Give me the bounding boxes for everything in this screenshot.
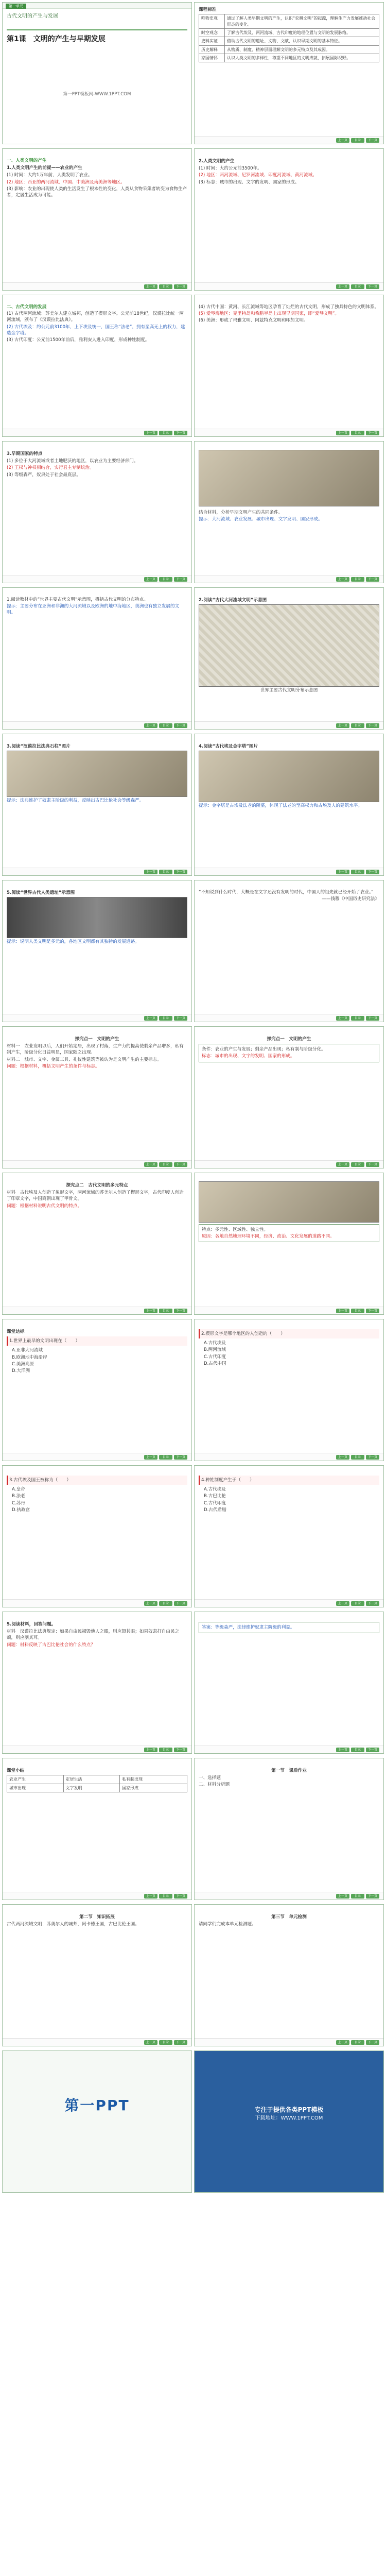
option-item[interactable]: B.古巴比伦 — [204, 1494, 226, 1499]
slide-25[interactable] — [2, 1758, 192, 1900]
material-text: 材料 古代埃及人创造了象形文字，两河流域的苏美尔人创造了楔形文字，古代印度人创造了印章文字，中国商朝出现了甲骨文。 — [7, 1190, 184, 1202]
body-text: 一、选择题 — [199, 1775, 221, 1781]
slide-7[interactable] — [2, 441, 192, 583]
option-item[interactable]: C.古代印度 — [204, 1500, 226, 1506]
option-item[interactable]: D.大洋洲 — [12, 1368, 30, 1374]
prev-button[interactable]: 上一页 — [144, 723, 157, 728]
body-text: 1.阅读教材中的“世界主要古代文明”示意图，概括古代文明的分布特点。 — [7, 597, 148, 602]
body-text: 提示：说明人类文明是多元的，各地区文明都有其独特的发展道路。 — [7, 939, 139, 945]
table-row — [7, 1784, 187, 1792]
slide-end-1[interactable] — [2, 2050, 192, 2193]
slide-image — [199, 450, 379, 506]
option-item[interactable]: D.执政官 — [12, 1507, 30, 1513]
body-text: (3) 标志：城市的出现、文字的发明、国家的形成。 — [199, 179, 300, 185]
body-text: (2) 王权与神权相结合，实行君主专制统治。 — [7, 465, 94, 471]
table-cell: 定居生活 — [63, 1775, 120, 1784]
body-text: 提示：法典维护了奴隶主阶级的利益，反映出古巴比伦社会等级森严。 — [7, 798, 144, 804]
prev-button[interactable]: 上一页 — [336, 1894, 349, 1899]
slide-image — [7, 751, 187, 797]
slide-footer — [3, 1160, 191, 1168]
goal-text: 通过了解人类早期文明的产生，认识“农耕文明”的起源，理解生产力发展推动社会形态的变化。 — [225, 14, 379, 29]
slide-footer — [195, 2038, 383, 2046]
table-row — [199, 37, 379, 45]
answer-box — [199, 1622, 379, 1633]
next-button[interactable]: 下一页 — [366, 1162, 379, 1167]
goals-table — [199, 14, 379, 62]
next-button[interactable]: 下一页 — [366, 138, 379, 143]
answer-text: 答案：等级森严，法律维护奴隶主阶级的利益。 — [202, 1625, 295, 1630]
prev-button[interactable]: 上一页 — [144, 1309, 157, 1313]
menu-button[interactable]: 目录 — [351, 723, 364, 728]
next-button[interactable]: 下一页 — [174, 1894, 187, 1899]
body-text: (6) 美洲：形成了玛雅文明、阿兹特克文明和印加文明。 — [199, 318, 308, 324]
material-text: 材料二 城市、文字、金属工具、礼仪性建筑等被认为是文明产生的主要标志。 — [7, 1057, 162, 1062]
menu-button[interactable]: 目录 — [351, 1309, 364, 1313]
options-list — [199, 1486, 379, 1513]
slide-title: 5.阅读材料，回答问题。 — [7, 1622, 56, 1627]
slide-cover[interactable] — [2, 2, 192, 144]
next-button[interactable]: 下一页 — [366, 431, 379, 435]
menu-button[interactable]: 目录 — [351, 431, 364, 435]
next-button[interactable]: 下一页 — [174, 1309, 187, 1313]
menu-button[interactable]: 目录 — [351, 284, 364, 289]
table-cell: 文字发明 — [63, 1784, 120, 1792]
menu-button[interactable]: 目录 — [159, 1601, 172, 1606]
menu-button[interactable]: 目录 — [159, 870, 172, 874]
slide-title: 5.阅读“世界古代人类遗址”示意图 — [7, 890, 75, 895]
slide-17[interactable] — [2, 1173, 192, 1315]
slide-footer — [195, 868, 383, 875]
slide-title: 课堂小结 — [7, 1768, 25, 1773]
prev-button[interactable]: 上一页 — [144, 431, 157, 435]
next-button[interactable]: 下一页 — [174, 431, 187, 435]
option-item[interactable]: D.古代中国 — [204, 1361, 226, 1366]
slide-footer — [195, 1453, 383, 1461]
prev-button[interactable]: 上一页 — [336, 870, 349, 874]
quote-source: ——钱穆《中国历史研究法》 — [322, 896, 379, 902]
slide-4[interactable] — [194, 148, 384, 291]
menu-button[interactable]: 目录 — [351, 1601, 364, 1606]
slide-footer — [3, 1745, 191, 1753]
options-list — [7, 1347, 187, 1374]
table-row — [199, 54, 379, 62]
slide-footer — [3, 868, 191, 875]
end-logo: 第一PPT — [64, 2097, 130, 2114]
prev-button[interactable]: 上一页 — [144, 2040, 157, 2045]
slide-8[interactable] — [194, 441, 384, 583]
goals-title: 课程标准 — [199, 7, 217, 12]
options-list — [7, 1486, 187, 1513]
prev-button[interactable]: 上一页 — [144, 1894, 157, 1899]
next-button[interactable]: 下一页 — [174, 577, 187, 582]
menu-button[interactable]: 目录 — [159, 1894, 172, 1899]
next-button[interactable]: 下一页 — [174, 1016, 187, 1021]
slide-footer — [3, 1307, 191, 1314]
answer-box — [199, 1224, 379, 1242]
slide-title: 第二节 知识拓展 — [79, 1914, 115, 1920]
prev-button[interactable]: 上一页 — [144, 1455, 157, 1460]
goal-head: 时空观念 — [199, 28, 225, 37]
table-row — [7, 1775, 187, 1784]
options-list — [199, 1340, 379, 1367]
answer-text: 标志：城市的出现、文字的发明、国家的形成。 — [202, 1054, 295, 1059]
body-text: (4) 古代中国：黄河、长江流域等地区孕育了灿烂的古代文明，形成了独具特色的文明体系。 — [199, 304, 379, 310]
menu-button[interactable]: 目录 — [351, 870, 364, 874]
material-text: 材料一 农业发明以后，人们开始定居，出现了村落，生产力的提高使剩余产品增多，私有制产生，阶级分化日益明显，国家随之出现。 — [7, 1044, 184, 1056]
slide-3[interactable] — [2, 148, 192, 291]
menu-button[interactable]: 目录 — [351, 1894, 364, 1899]
goal-text: 借助古代文明的遗址、文物、文献，认识早期文明的基本特征。 — [225, 37, 379, 45]
prev-button[interactable]: 上一页 — [336, 284, 349, 289]
prev-button[interactable]: 上一页 — [144, 1162, 157, 1167]
menu-button[interactable]: 目录 — [351, 1455, 364, 1460]
slide-row — [0, 1026, 386, 1168]
slide-19[interactable] — [2, 1319, 192, 1461]
body-text: (3) 等级森严，奴隶处于社会最底层。 — [7, 472, 81, 478]
prev-button[interactable]: 上一页 — [336, 138, 349, 143]
body-text: (2) 古代埃及：约公元前3100年，上下埃及统一，国王称“法老”，拥有至高无上的权力，建造金字塔。 — [7, 324, 185, 336]
body-text: 二、材料分析题 — [199, 1782, 230, 1788]
prev-button[interactable]: 上一页 — [144, 1748, 157, 1752]
body-text: 提示：金字塔是古埃及法老的陵墓，体现了法老的至高权力和古埃及人的建筑水平。 — [199, 803, 362, 809]
slide-18[interactable] — [194, 1173, 384, 1315]
site-line: 第一PPT模板网-WWW.1PPT.COM — [63, 92, 131, 97]
option-item[interactable]: A.亚非大河流域 — [12, 1348, 43, 1353]
next-button[interactable]: 下一页 — [174, 870, 187, 874]
slide-footer — [3, 2038, 191, 2046]
slide-title: 1.人类文明产生的前提——农业的产生 — [7, 165, 82, 171]
body-text: (1) 时间：大约1万年前，人类发明了农业。 — [7, 173, 93, 178]
slide-title: 课堂达标 — [7, 1329, 25, 1334]
slide-24[interactable] — [194, 1612, 384, 1754]
body-text: 提示：主要分布在亚洲和非洲的大河流域以及欧洲的地中海地区，美洲也有独立发展的文明。 — [7, 604, 180, 616]
unit-tag: 第一单元 — [6, 4, 26, 9]
prev-button[interactable]: 上一页 — [336, 723, 349, 728]
slide-row — [0, 2050, 386, 2193]
slide-row — [0, 880, 386, 1022]
slide-footer — [195, 1599, 383, 1607]
slide-14[interactable] — [194, 880, 384, 1022]
table-cell: 农业产生 — [7, 1775, 64, 1784]
next-button[interactable]: 下一页 — [366, 1894, 379, 1899]
slide-title: 4.阅读“古代埃及金字塔”图片 — [199, 744, 258, 749]
slide-row — [0, 1319, 386, 1461]
slide-title: 3.早期国家的特点 — [7, 451, 43, 456]
question-text: 问题：根据材料说明古代文明的特点。 — [7, 1203, 82, 1209]
body-text: 结合材料，分析早期文明产生的共同条件。 — [199, 510, 283, 515]
slide-footer — [3, 1599, 191, 1607]
slide-title: 2.阅读“古代大河流域文明”示意图 — [199, 598, 267, 603]
lesson-title: 第1课 文明的产生与早期发展 — [7, 35, 106, 44]
slide-6[interactable] — [194, 295, 384, 437]
summary-table — [7, 1775, 187, 1792]
goal-head: 家国情怀 — [199, 54, 225, 62]
next-button[interactable]: 下一页 — [366, 1748, 379, 1752]
next-button[interactable]: 下一页 — [174, 1162, 187, 1167]
prev-button[interactable]: 上一页 — [336, 1748, 349, 1752]
next-button[interactable]: 下一页 — [366, 1016, 379, 1021]
next-button[interactable]: 下一页 — [366, 1601, 379, 1606]
slide-footer — [3, 429, 191, 436]
option-item[interactable]: A.古代埃及 — [204, 1487, 226, 1493]
slide-footer — [195, 1892, 383, 1900]
prev-button[interactable]: 上一页 — [144, 577, 157, 582]
end-line: 下载地址：WWW.1PPT.COM — [255, 2115, 323, 2122]
table-row — [199, 45, 379, 54]
slide-footer — [195, 721, 383, 729]
option-item[interactable]: D.古代希腊 — [204, 1507, 226, 1513]
slide-image — [199, 751, 379, 802]
material-text: 材料 汉谟拉比法典规定：如果自由民损毁他人之眼，则应毁其眼；如果奴隶打自由民之颊，则应割其耳。 — [7, 1629, 180, 1641]
menu-button[interactable]: 目录 — [159, 1162, 172, 1167]
slide-20[interactable] — [194, 1319, 384, 1461]
table-cell: 国家形成 — [120, 1784, 187, 1792]
slide-13[interactable] — [2, 880, 192, 1022]
next-button[interactable]: 下一页 — [366, 1309, 379, 1313]
slide-footer — [195, 429, 383, 436]
slide-26[interactable] — [194, 1758, 384, 1900]
menu-button[interactable]: 目录 — [159, 723, 172, 728]
slide-footer — [195, 282, 383, 290]
next-button[interactable]: 下一页 — [366, 284, 379, 289]
body-text: (1) 多位于大河流域或者土地肥沃的地区，以农业为主要经济部门。 — [7, 459, 138, 464]
menu-button[interactable]: 目录 — [351, 138, 364, 143]
menu-button[interactable]: 目录 — [351, 1016, 364, 1021]
slide-5[interactable] — [2, 295, 192, 437]
slide-footer — [195, 136, 383, 144]
prev-button[interactable]: 上一页 — [336, 2040, 349, 2045]
prev-button[interactable]: 上一页 — [336, 577, 349, 582]
slide-27[interactable] — [2, 1904, 192, 2046]
goal-text: 认识人类文明的多样性，尊重不同地区的文明成就，拓展国际视野。 — [225, 54, 379, 62]
table-cell: 私有制出现 — [120, 1775, 187, 1784]
next-button[interactable]: 下一页 — [366, 870, 379, 874]
goal-head: 史料实证 — [199, 37, 225, 45]
slide-22[interactable] — [194, 1465, 384, 1607]
slide-row — [0, 441, 386, 583]
goal-text: 从物质、制度、精神层面理解文明的多元特点及其成因。 — [225, 45, 379, 54]
next-button[interactable]: 下一页 — [366, 2040, 379, 2045]
answer-text: 原因：各地自然地理环境不同，经济、政治、文化发展的道路不同。 — [202, 1234, 335, 1240]
slide-row — [0, 1758, 386, 1900]
table-row — [199, 28, 379, 37]
slide-title: 3.阅读“汉谟拉比法典石柱”图片 — [7, 744, 71, 749]
slide-title: 第三节 单元检测 — [271, 1914, 307, 1920]
prev-button[interactable]: 上一页 — [336, 1601, 349, 1606]
slide-footer — [195, 575, 383, 583]
slide-row — [0, 1173, 386, 1315]
slide-9[interactable] — [2, 587, 192, 730]
body-text: 请同学们完成本单元检测题。 — [199, 1922, 256, 1927]
body-text: (2) 地区：两河流域、尼罗河流域、印度河流域、黄河流域。 — [199, 173, 317, 178]
slide-row — [0, 587, 386, 730]
body-text: (3) 古代印度：公元前1500年前后，雅利安人进入印度，形成种姓制度。 — [7, 337, 150, 343]
menu-button[interactable]: 目录 — [159, 1016, 172, 1021]
menu-button[interactable]: 目录 — [159, 1748, 172, 1752]
question-stem: 3.古代埃及国王被称为（ ） — [7, 1476, 187, 1485]
slide-row — [0, 2, 386, 144]
slide-title: 2.人类文明的产生 — [199, 159, 235, 164]
menu-button[interactable]: 目录 — [159, 1309, 172, 1313]
unit-title: 古代文明的产生与发展 — [7, 13, 58, 19]
slide-21[interactable] — [2, 1465, 192, 1607]
next-button[interactable]: 下一页 — [174, 1748, 187, 1752]
slide-footer — [3, 575, 191, 583]
slide-image — [199, 1181, 379, 1223]
slide-row — [0, 1465, 386, 1607]
slide-28[interactable] — [194, 1904, 384, 2046]
option-item[interactable]: B.欧洲地中海沿岸 — [12, 1354, 47, 1360]
body-text: 提示：大河流域、农业发展、城市出现、文字发明、国家形成。 — [199, 517, 323, 522]
menu-button[interactable]: 目录 — [159, 1455, 172, 1460]
option-item[interactable]: B.法老 — [12, 1494, 25, 1499]
slide-title: 探究点一 文明的产生 — [267, 1037, 311, 1042]
section-heading: 一、人类文明的产生 — [7, 158, 47, 163]
option-item[interactable]: A.古代埃及 — [204, 1341, 226, 1346]
question-text: 问题：材料反映了古巴比伦社会的什么特点？ — [7, 1642, 95, 1648]
slide-row — [0, 295, 386, 437]
body-text: 古代两河流域文明：苏美尔人的城邦，阿卡德王国，古巴比伦王国。 — [7, 1922, 139, 1927]
slide-footer — [3, 1014, 191, 1022]
answer-text: 特点：多元性、区域性、独立性。 — [202, 1227, 268, 1232]
slide-15[interactable] — [2, 1026, 192, 1168]
menu-button[interactable]: 目录 — [351, 1162, 364, 1167]
option-item[interactable]: A.皇帝 — [12, 1487, 25, 1493]
next-button[interactable]: 下一页 — [174, 1455, 187, 1460]
slide-footer — [195, 1014, 383, 1022]
slide-row — [0, 148, 386, 291]
prev-button[interactable]: 上一页 — [336, 1309, 349, 1313]
menu-button[interactable]: 目录 — [351, 577, 364, 582]
slide-title: 探究点一 文明的产生 — [75, 1037, 119, 1042]
prev-button[interactable]: 上一页 — [336, 1162, 349, 1167]
quote-text: “不知说到什么时代，大概是在文字还没有发明的时代，中国人的祖先就已经开始了农业。” — [199, 890, 374, 895]
answer-box — [199, 1044, 379, 1062]
question-stem: 4.种姓制度产生于（ ） — [199, 1476, 379, 1485]
next-button[interactable]: 下一页 — [366, 1455, 379, 1460]
next-button[interactable]: 下一页 — [174, 284, 187, 289]
prev-button[interactable]: 上一页 — [336, 1016, 349, 1021]
menu-button[interactable]: 目录 — [159, 431, 172, 435]
slide-footer — [195, 1745, 383, 1753]
body-text: (1) 古代两河流域：苏美尔人建立城邦，创造了楔形文字。公元前18世纪，汉谟拉比统一两河流域，颁布了《汉谟拉比法典》。 — [7, 311, 184, 323]
slide-footer — [195, 1160, 383, 1168]
question-stem: 2.楔形文字是哪个地区的人创造的（ ） — [199, 1329, 379, 1338]
prev-button[interactable]: 上一页 — [336, 1455, 349, 1460]
slide-footer — [195, 1307, 383, 1314]
body-text: (1) 时间：大约公元前3500年。 — [199, 166, 262, 172]
slide-footer — [3, 282, 191, 290]
next-button[interactable]: 下一页 — [174, 723, 187, 728]
answer-text: 条件：农业的产生与发展；剩余产品出现；私有制与阶级分化。 — [202, 1047, 326, 1053]
slide-footer — [3, 1453, 191, 1461]
next-button[interactable]: 下一页 — [366, 723, 379, 728]
question-text: 问题：根据材料，概括文明产生的条件与标志。 — [7, 1063, 100, 1069]
slide-footer — [3, 1892, 191, 1900]
menu-button[interactable]: 目录 — [159, 2040, 172, 2045]
image-caption: 世界主要古代文明分布示意图 — [260, 688, 318, 693]
goal-head: 唯物史观 — [199, 14, 225, 29]
goal-head: 历史解释 — [199, 45, 225, 54]
menu-button[interactable]: 目录 — [159, 284, 172, 289]
slide-header — [3, 3, 191, 9]
slide-image — [7, 897, 187, 938]
option-item[interactable]: B.两河流域 — [204, 1347, 226, 1353]
slide-title: 探究点二 古代文明的多元特点 — [66, 1183, 128, 1188]
menu-button[interactable]: 目录 — [159, 577, 172, 582]
body-text: (5) 爱琴海地区：克里特岛和希腊半岛上出现早期国家，即“爱琴文明”。 — [199, 311, 340, 317]
body-text: (3) 影响：农业的出现使人类的生活发生了根本性的变化，人类从食物采集者转变为食物生产者，定居生活成为可能。 — [7, 186, 187, 198]
question-stem: 1.世界上最早的文明出现在（ ） — [7, 1336, 187, 1346]
slide-16[interactable] — [194, 1026, 384, 1168]
map-image — [199, 604, 379, 687]
slide-12[interactable] — [194, 734, 384, 876]
slide-row — [0, 1904, 386, 2046]
slide-footer — [3, 721, 191, 729]
prev-button[interactable]: 上一页 — [144, 870, 157, 874]
body-text: (2) 地区：西亚的两河流域、中国、中美洲及南美洲等地区。 — [7, 179, 125, 185]
slide-23[interactable] — [2, 1612, 192, 1754]
prev-button[interactable]: 上一页 — [144, 284, 157, 289]
menu-button[interactable]: 目录 — [351, 2040, 364, 2045]
slide-10[interactable] — [194, 587, 384, 730]
option-item[interactable]: C.古代印度 — [204, 1354, 226, 1360]
next-button[interactable]: 下一页 — [174, 1601, 187, 1606]
section-heading: 二、古代文明的发展 — [7, 304, 47, 310]
goal-text: 了解古代埃及、两河流域、古代印度的地理位置与文明的发展脉络。 — [225, 28, 379, 37]
slide-end-2[interactable] — [194, 2050, 384, 2193]
slide-row — [0, 734, 386, 876]
next-button[interactable]: 下一页 — [174, 2040, 187, 2045]
menu-button[interactable]: 目录 — [351, 1748, 364, 1752]
option-item[interactable]: C.美洲高原 — [12, 1361, 34, 1367]
prev-button[interactable]: 上一页 — [144, 1601, 157, 1606]
prev-button[interactable]: 上一页 — [336, 431, 349, 435]
end-line: 专注于提供各类PPT模板 — [254, 2106, 324, 2113]
table-row — [199, 14, 379, 29]
next-button[interactable]: 下一页 — [366, 577, 379, 582]
slide-row — [0, 1612, 386, 1754]
table-cell: 城市出现 — [7, 1784, 64, 1792]
slide-11[interactable] — [2, 734, 192, 876]
slide-goals[interactable] — [194, 2, 384, 144]
option-item[interactable]: C.苏丹 — [12, 1500, 25, 1506]
prev-button[interactable]: 上一页 — [144, 1016, 157, 1021]
slide-title: 第一节 课后作业 — [271, 1768, 307, 1773]
